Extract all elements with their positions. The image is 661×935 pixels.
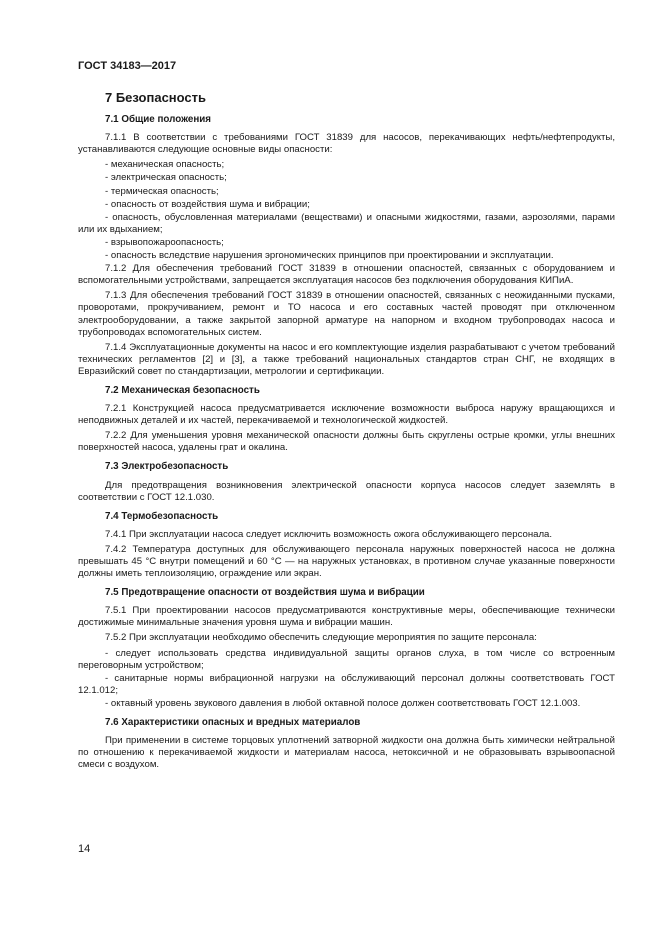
subsection-title-7-2: 7.2 Механическая безопасность — [105, 384, 260, 396]
paragraph-7-5-2: 7.5.2 При эксплуатации необходимо обеспечить следующие мероприятия по защите персонала: — [105, 632, 537, 644]
paragraph-7-1-4: 7.1.4 Эксплуатационные документы на насос и его комплектующие изделия разрабатывают с учетом требований технических регламентов [2] и [3], а также требований национальных стандартов стран СНГ, не входящих в Евразийский совет по стандартизации, метрологии и сертификации. — [78, 341, 615, 377]
list-item: - электрическая опасность; — [105, 172, 227, 184]
subsection-title-7-1: 7.1 Общие положения — [105, 114, 212, 126]
paragraph-7-3: Для предотвращения возникновения электрической опасности корпуса насосов следует заземлять в соответствии с ГОСТ 12.1.030. — [78, 479, 615, 503]
list-item: - санитарные нормы вибрационной нагрузки на обслуживающий персонал должны соответствовать ГОСТ 12.1.012; — [78, 672, 615, 696]
list-item: - взрывопожароопасность; — [105, 236, 224, 248]
list-item: - опасность от воздействия шума и вибрации; — [105, 198, 310, 210]
list-item: - опасность вследствие нарушения эргономических принципов при проектировании и эксплуатации. — [105, 250, 554, 262]
paragraph-7-5-1: 7.5.1 При проектировании насосов предусматриваются конструктивные меры, обеспечивающие технически достижимые минимальные значения уровня шума и вибрации машин. — [78, 605, 615, 629]
list-item: - следует использовать средства индивидуальной защиты органов слуха, в том числе со встроенным переговорным устройством; — [78, 647, 615, 671]
page-number: 14 — [78, 843, 91, 855]
document-id: ГОСТ 34183—2017 — [78, 60, 177, 72]
list-item: - механическая опасность; — [105, 159, 225, 171]
list-item: - опасность, обусловленная материалами (веществами) и опасными жидкостями, газами, аэрозолями, парами или их вдыханием; — [78, 211, 615, 235]
subsection-title-7-4: 7.4 Термобезопасность — [105, 510, 219, 522]
paragraph-7-1-2: 7.1.2 Для обеспечения требований ГОСТ 31839 в отношении опасностей, связанных с оборудованием и вспомогательными устройствами, запрещается эксплуатация насосов без подключения оборудования КИПиА. — [78, 263, 615, 287]
list-item: - октавный уровень звукового давления в любой октавной полосе должен соответствовать ГОСТ 12.1.003. — [105, 697, 581, 709]
subsection-title-7-5: 7.5 Предотвращение опасности от воздействия шума и вибрации — [105, 587, 425, 599]
paragraph-7-4-1: 7.4.1 При эксплуатации насоса следует исключить возможность ожога обслуживающего персонала. — [105, 528, 553, 540]
section-title: 7 Безопасность — [105, 90, 207, 105]
paragraph-7-2-1: 7.2.1 Конструкцией насоса предусматривается исключение возможности выброса наружу вращающихся и неподвижных деталей и их частей, перекачиваемой и технологической жидкостей. — [78, 403, 615, 427]
subsection-title-7-3: 7.3 Электробезопасность — [105, 461, 229, 473]
paragraph-7-4-2: 7.4.2 Температура доступных для обслуживающего персонала наружных поверхностей насоса не должна превышать 45 °С внутри помещений и 60 °С — на наружных установках, в противном случае указанные поверхности должны иметь теплоизоляцию, ограждение или экран. — [78, 543, 615, 580]
paragraph-7-6: При применении в системе торцовых уплотнений затворной жидкости она должна быть химически нейтральной по отношению к перекачиваемой жидкости и материалам насоса, нетоксичной и не образовывать взрывоопасной смеси с воздухом. — [78, 735, 615, 771]
list-item: - термическая опасность; — [105, 185, 219, 197]
paragraph-7-1-1: 7.1.1 В соответствии с требованиями ГОСТ 31839 для насосов, перекачивающих нефть/нефтепродукты, устанавливаются следующие основные виды опасности: — [78, 132, 615, 156]
paragraph-7-1-3: 7.1.3 Для обеспечения требований ГОСТ 31839 в отношении опасностей, связанных с неожиданными пусками, проворотами, прокручиванием, ремонт и ТО насоса и его составных частей проводят при отключенном электрооборудовании, а также закрытой запорной арматуре на напорном и входном трубопроводах насоса и трубопроводах вспомогательных систем. — [78, 290, 615, 338]
paragraph-7-2-2: 7.2.2 Для уменьшения уровня механической опасности должны быть скруглены острые кромки, углы внешних поверхностей насоса, удалены грат и окалина. — [78, 430, 615, 454]
document-body — [78, 88, 615, 774]
subsection-title-7-6: 7.6 Характеристики опасных и вредных материалов — [105, 717, 361, 729]
